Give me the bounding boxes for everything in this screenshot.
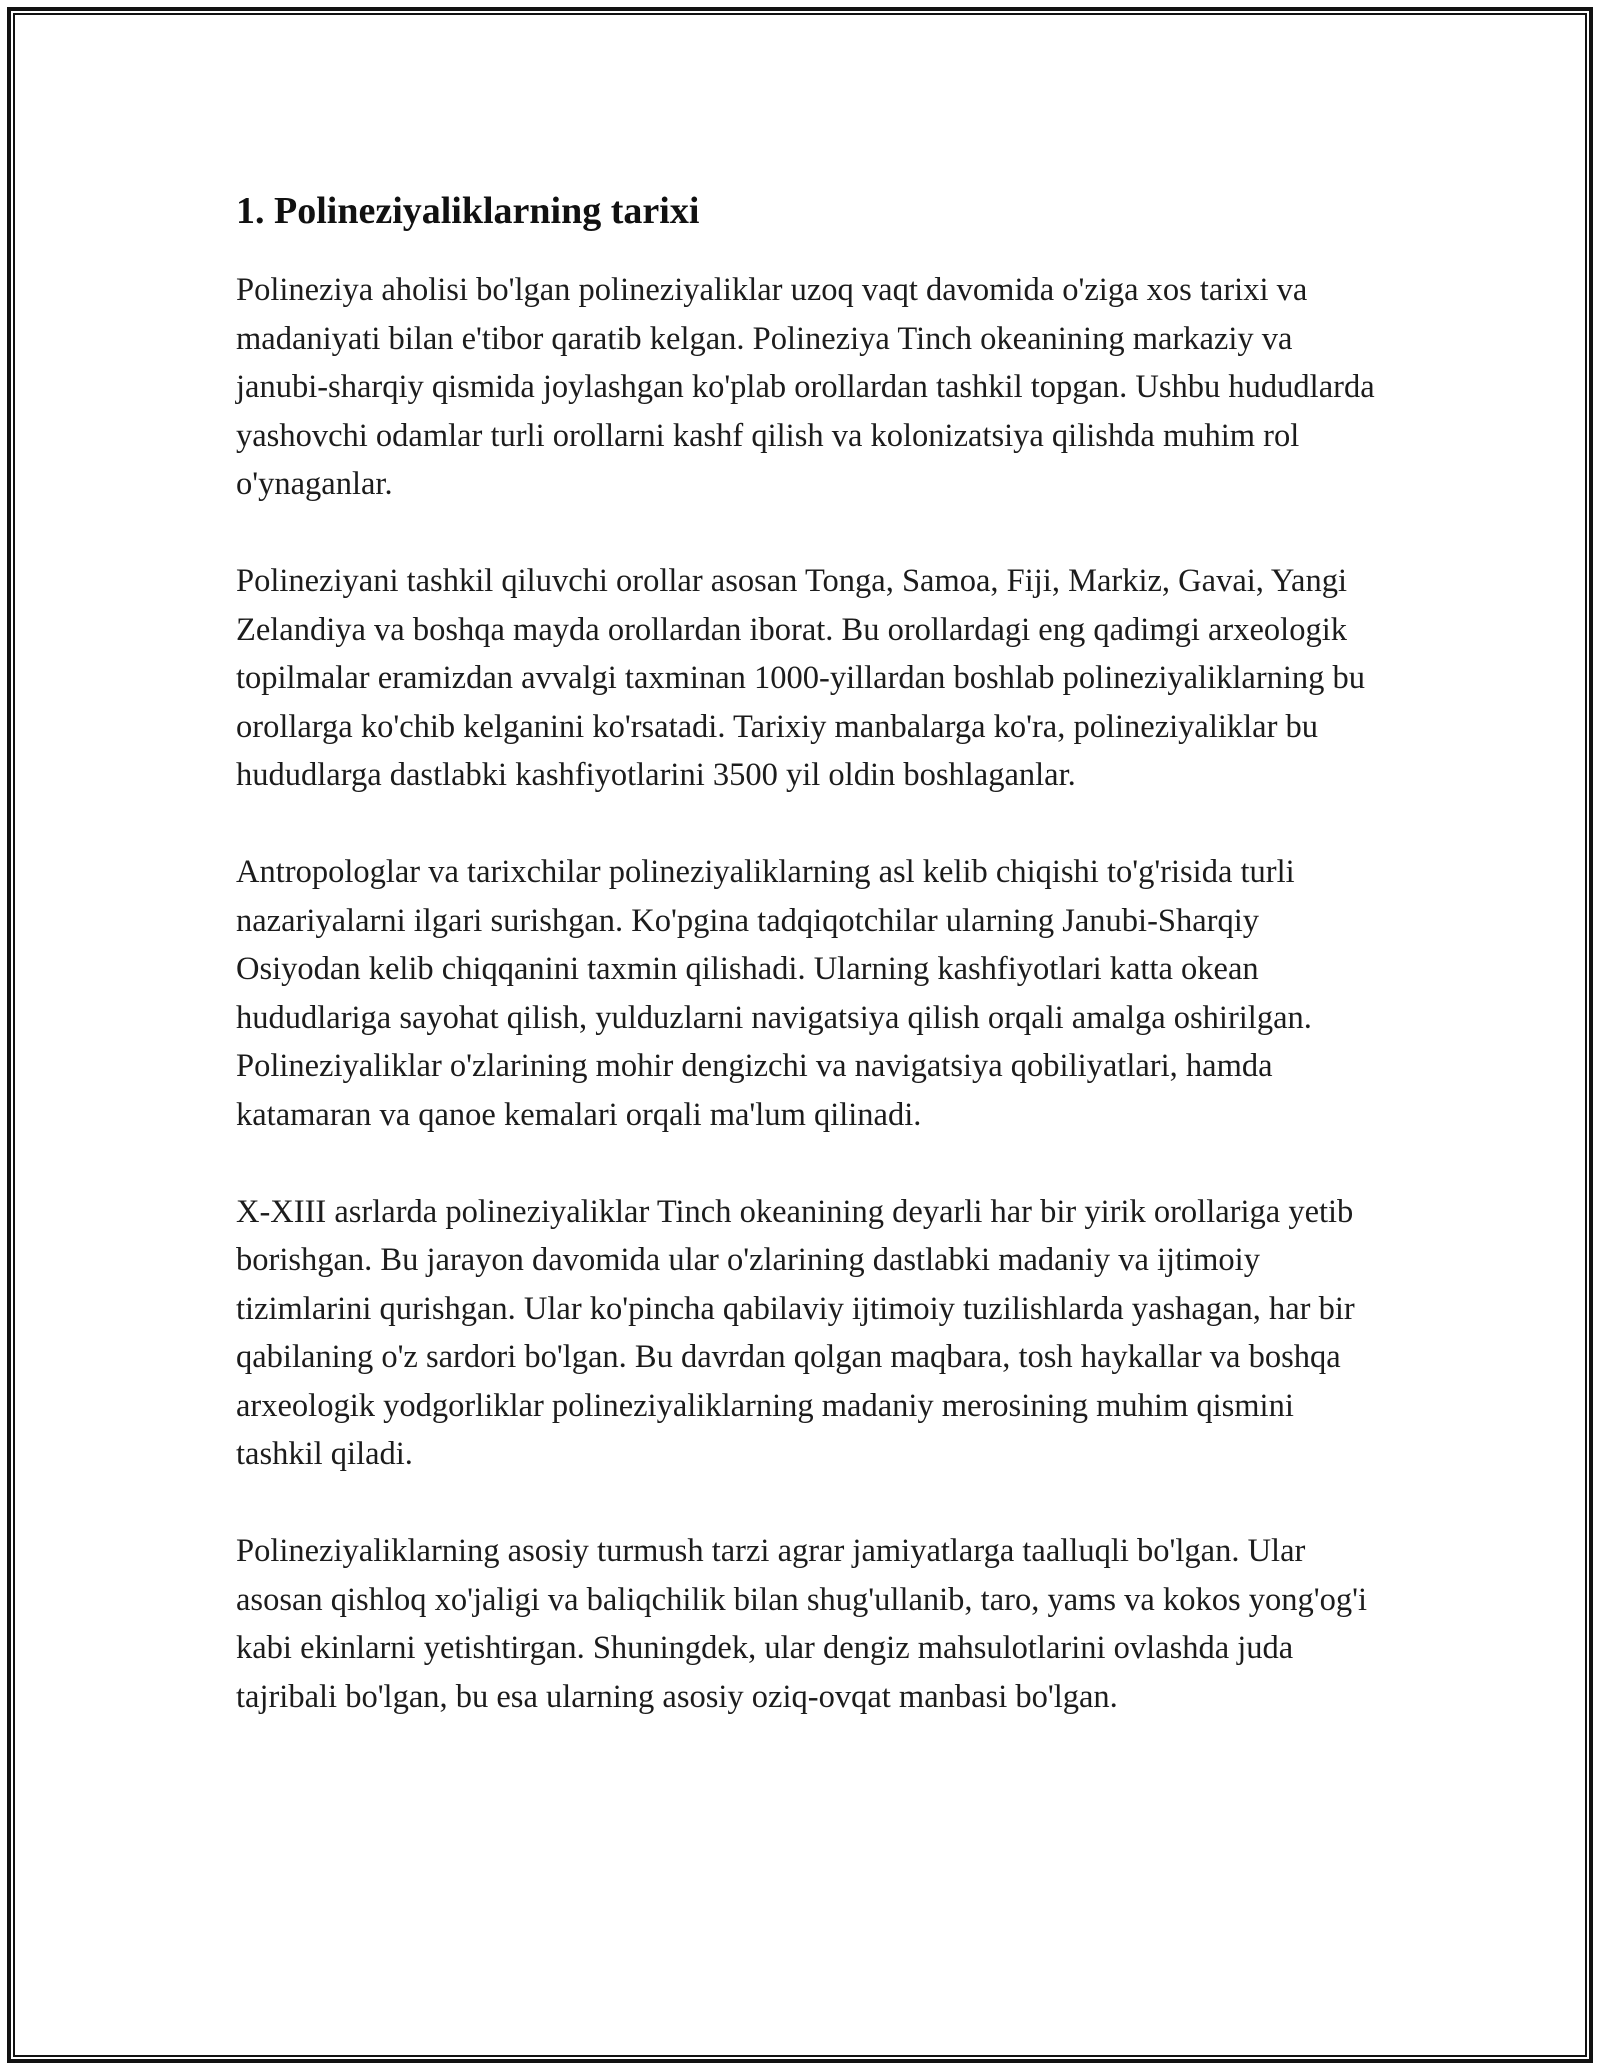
paragraph-1: Polineziya aholisi bo'lgan polineziyaliklar uzoq vaqt davomida o'ziga xos tarixi va madaniyati bilan e'tibor qaratib kelgan. Polineziya Tinch okeanining markaziy va janubi-sharqiy qismida joylashgan ko'plab orollardan tashkil topgan. Ushbu hududlarda yashovchi odamlar turli orollarni kashf qilish va kolonizatsiya qilishda muhim rol o'ynaganlar. — [236, 272, 1375, 502]
paragraph-3: Antropologlar va tarixchilar polineziyaliklarning asl kelib chiqishi to'g'risida turli nazariyalarni ilgari surishgan. Ko'pgina tadqiqotchilar ularning Janubi-Sharqiy Osiyodan kelib chiqqanini taxmin qilishadi. Ularning kashfiyotlari katta okean hududlariga sayohat qilish, yulduzlarni navigatsiya qilish orqali amalga oshirilgan. Polineziyaliklar o'zlarining mohir dengizchi va navigatsiya qobiliyatlari, hamda katamaran va qanoe kemalari orqali ma'lum qilinadi. — [236, 854, 1312, 1133]
section-heading: 1. Polineziyaliklarning tarixi — [236, 190, 700, 232]
paragraph-2: Polineziyani tashkil qiluvchi orollar asosan Tonga, Samoa, Fiji, Markiz, Gavai, Yangi Zelandiya va boshqa mayda orollardan iborat. Bu orollardagi eng qadimgi arxeologik topilmalar eramizdan avvalgi taxminan 1000-yillardan boshlab polineziyaliklarning bu orollarga ko'chib kelganini ko'rsatadi. Tarixiy manbalarga ko'ra, polineziyaliklar bu hududlarga dastlabki kashfiyotlarini 3500 yil oldin boshlaganlar. — [236, 563, 1366, 793]
paragraph-5: Polineziyaliklarning asosiy turmush tarzi agrar jamiyatlarga taalluqli bo'lgan. Ular asosan qishloq xo'jaligi va baliqchilik bilan shug'ullanib, taro, yams va kokos yong'og'i kabi ekinlarni yetishtirgan. Shuningdek, ular dengiz mahsulotlarini ovlashda juda tajribali bo'lgan, bu esa ularning asosiy oziq-ovqat manbasi bo'lgan. — [236, 1533, 1367, 1715]
document-body — [236, 186, 1376, 1721]
paragraph-4: X-XIII asrlarda polineziyaliklar Tinch okeanining deyarli har bir yirik orollariga yetib borishgan. Bu jarayon davomida ular o'zlarining dastlabki madaniy va ijtimoiy tizimlarini qurishgan. Ular ko'pincha qabilaviy ijtimoiy tuzilishlarda yashagan, har bir qabilaning o'z sardori bo'lgan. Bu davrdan qolgan maqbara, tosh haykallar va boshqa arxeologik yodgorliklar polineziyaliklarning madaniy merosining muhim qismini tashkil qiladi. — [236, 1193, 1355, 1472]
